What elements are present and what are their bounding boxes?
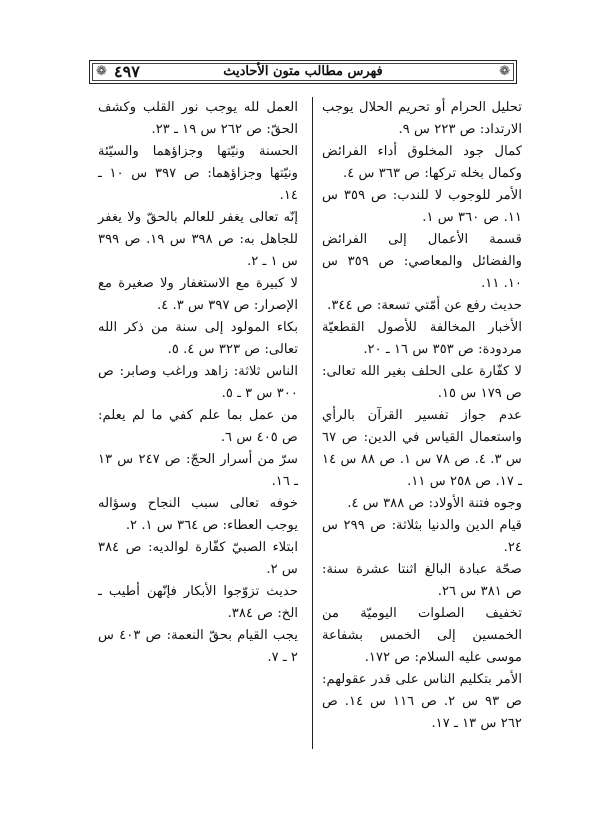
column-divider: [312, 97, 313, 749]
index-entry: صحّة عبادة البالغ اثنتا عشرة سنة: ص ٣٨١ س ٢٦.: [322, 562, 522, 599]
right-column: [322, 97, 522, 735]
index-entry: يجب القيام بحقّ النعمة: ص ٤٠٣ س ٢ ـ ٧.: [98, 628, 298, 665]
index-entry: حديث تزوّجوا الأبكار فإنّهن أطيب ـ الخ: ص ٣٨٤.: [98, 584, 298, 621]
right-ornament-icon: ❁: [499, 64, 510, 79]
page-number: ٤٩٧: [114, 62, 140, 81]
index-entry: ابتلاء الصبيّ كفّارة لوالديه: ص ٣٨٤ س ٢.: [98, 540, 298, 577]
index-entry: الناس ثلاثة: زاهد وراغب وصابر: ص ٣٠٠ س ٣ ـ ٥.: [98, 364, 298, 401]
index-entry: تحليل الحرام أو تحريم الحلال يوجب الارتداد: ص ٢٢٣ س ٩.: [322, 100, 522, 137]
index-entry: الأمر بتكليم الناس على قدر عقولهم: ص ٩٣ س ٢. ص ١١٦ س ١٤. ص ٢٦٢ س ١٣ ـ ١٧.: [322, 672, 523, 731]
index-entry: بكاء المولود إلى سنة من ذكر الله تعالى: ص ٣٢٣ س ٤. ٥.: [98, 320, 298, 357]
index-entry: الحسنة ونيّتها وجزاؤهما والسيّئة ونيّتها وجزاؤهما: ص ٣٩٧ س ١٠ ـ ١٤.: [98, 144, 299, 203]
index-entry: عدم جواز تفسير القرآن بالرأي واستعمال القياس في الدين: ص ٦٧ س ٣. ٤. ص ٧٨ س ١. ص ٨٨ س ١٤ ـ ١٧. ص ٢٥٨ س ١١.: [322, 408, 523, 489]
index-entry: سرّ من أسرار الحجّ: ص ٢٤٧ س ١٣ ـ ١٦.: [98, 452, 298, 489]
index-entry: الأمر للوجوب لا للندب: ص ٣٥٩ س ١١. ص ٣٦٠ س ١.: [322, 188, 522, 225]
index-entry: حديث رفع عن أمّتي تسعة: ص ٣٤٤.: [327, 298, 522, 313]
index-entry: قيام الدين والدنيا بثلاثة: ص ٢٩٩ س ٢٤.: [322, 518, 522, 555]
index-entry: تخفيف الصلوات اليوميّة من الخمسين إلى الخمس بشفاعة موسى عليه السلام: ص ١٧٢.: [322, 606, 522, 665]
index-entry: العمل لله يوجب نور القلب وكشف الحقّ: ص ٢٦٢ س ١٩ ـ ٢٣.: [98, 100, 298, 137]
left-column: [98, 97, 298, 669]
running-header: [89, 60, 517, 84]
index-entry: كمال جود المخلوق أداء الفرائض وكمال بخله تركها: ص ٣٦٣ س ٤.: [322, 144, 522, 181]
index-entry: إنّه تعالى يغفر للعالم بالحقّ ولا يغفر للجاهل به: ص ٣٩٨ س ١٩. ص ٣٩٩ س ١ ـ ٢.: [98, 210, 298, 269]
index-entry: خوفه تعالى سبب النجاح وسؤاله يوجب العطاء: ص ٣٦٤ س ١. ٢.: [98, 496, 298, 533]
index-entry: قسمة الأعمال إلى الفرائض والفضائل والمعاصي: ص ٣٥٩ س ١٠. ١١.: [322, 232, 523, 291]
index-entry: وجوه فتنة الأولاد: ص ٣٨٨ س ٤.: [347, 496, 522, 511]
index-entry: لا كبيرة مع الاستغفار ولا صغيرة مع الإصرار: ص ٣٩٧ س ٣. ٤.: [98, 276, 298, 313]
index-entry: من عمل بما علم كفي ما لم يعلم: ص ٤٠٥ س ٦.: [98, 408, 298, 445]
left-ornament-icon: ❁: [96, 64, 107, 79]
index-entry: الأخبار المخالفة للأصول القطعيّة مردودة: ص ٣٥٣ س ١٦ ـ ٢٠.: [322, 320, 522, 357]
index-entry: لا كفّارة على الحلف بغير الله تعالى: ص ١٧٩ س ١٥.: [322, 364, 522, 401]
page-title: فهرس مطالب متون الأحاديث: [223, 64, 383, 79]
